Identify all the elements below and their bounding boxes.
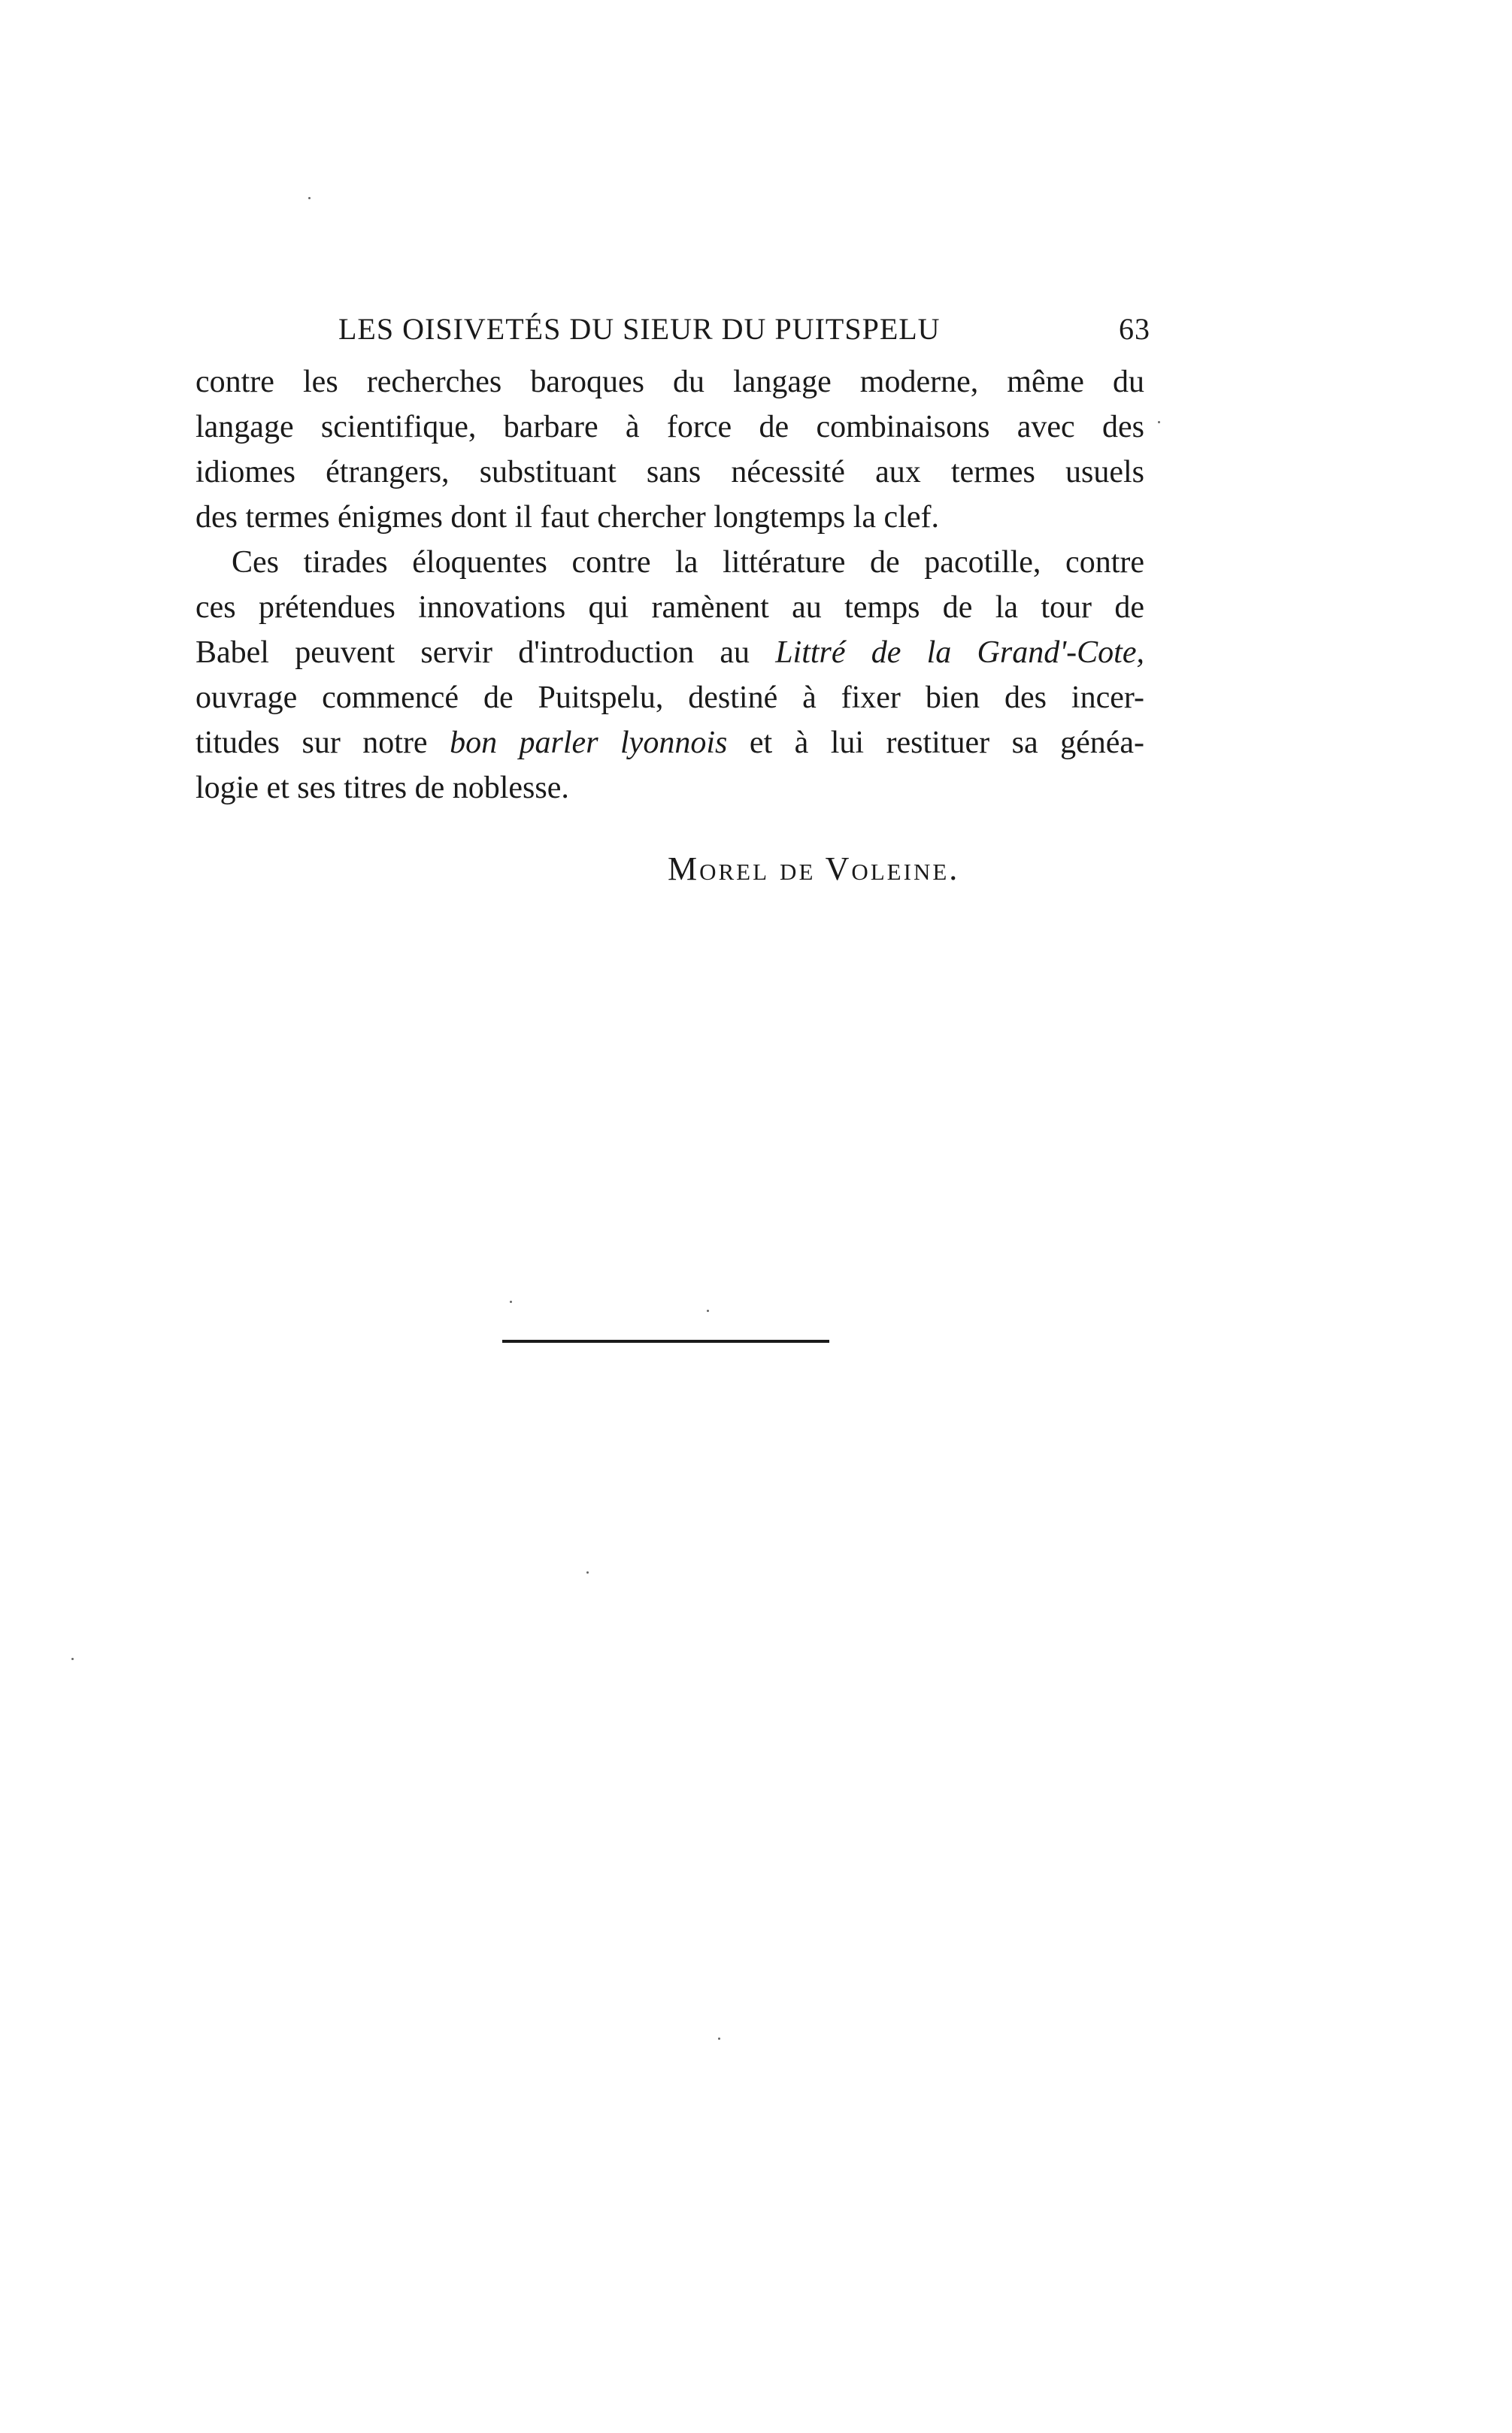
text-line — [195, 630, 1144, 675]
text-segment: Babel peuvent servir d'introduction au — [195, 635, 776, 670]
text-line: contre les recherches baroques du langage moderne, même du — [195, 365, 1144, 399]
signature: Morel de Voleine. — [668, 850, 960, 887]
running-title: LES OISIVETÉS DU SIEUR DU PUITSPELU — [338, 312, 941, 346]
page-number: 63 — [1119, 312, 1150, 346]
text-line: ces prétendues innovations qui ramènent au temps de la tour de — [195, 590, 1144, 625]
italic-phrase: bon parler lyonnois — [450, 726, 728, 760]
end-rule — [502, 1340, 829, 1343]
scan-speck — [308, 197, 311, 199]
scan-speck — [707, 1310, 709, 1312]
scan-speck — [1158, 421, 1160, 423]
body-text — [195, 359, 1144, 810]
text-line — [195, 720, 1144, 765]
text-segment: et à lui restituer sa généa- — [727, 726, 1145, 760]
text-segment: titudes sur notre — [195, 726, 450, 760]
text-line: logie et ses titres de noblesse. — [195, 771, 569, 805]
text-line: idiomes étrangers, substituant sans nécessité aux termes usuels — [195, 455, 1144, 489]
text-line: Ces tirades éloquentes contre la littérature de pacotille, contre — [232, 545, 1144, 580]
scan-speck — [718, 2038, 720, 2040]
scan-speck — [71, 1658, 74, 1660]
scan-speck — [510, 1301, 512, 1303]
book-title: Littré de la Grand'-Cote, — [775, 635, 1144, 670]
scan-speck — [586, 1571, 589, 1574]
running-head — [338, 311, 1150, 356]
text-line: langage scientifique, barbare à force de combinaisons avec des — [195, 410, 1144, 444]
text-line: ouvrage commencé de Puitspelu, destiné à fixer bien des incer- — [195, 680, 1144, 715]
text-line: des termes énigmes dont il faut chercher longtemps la clef. — [195, 500, 939, 535]
